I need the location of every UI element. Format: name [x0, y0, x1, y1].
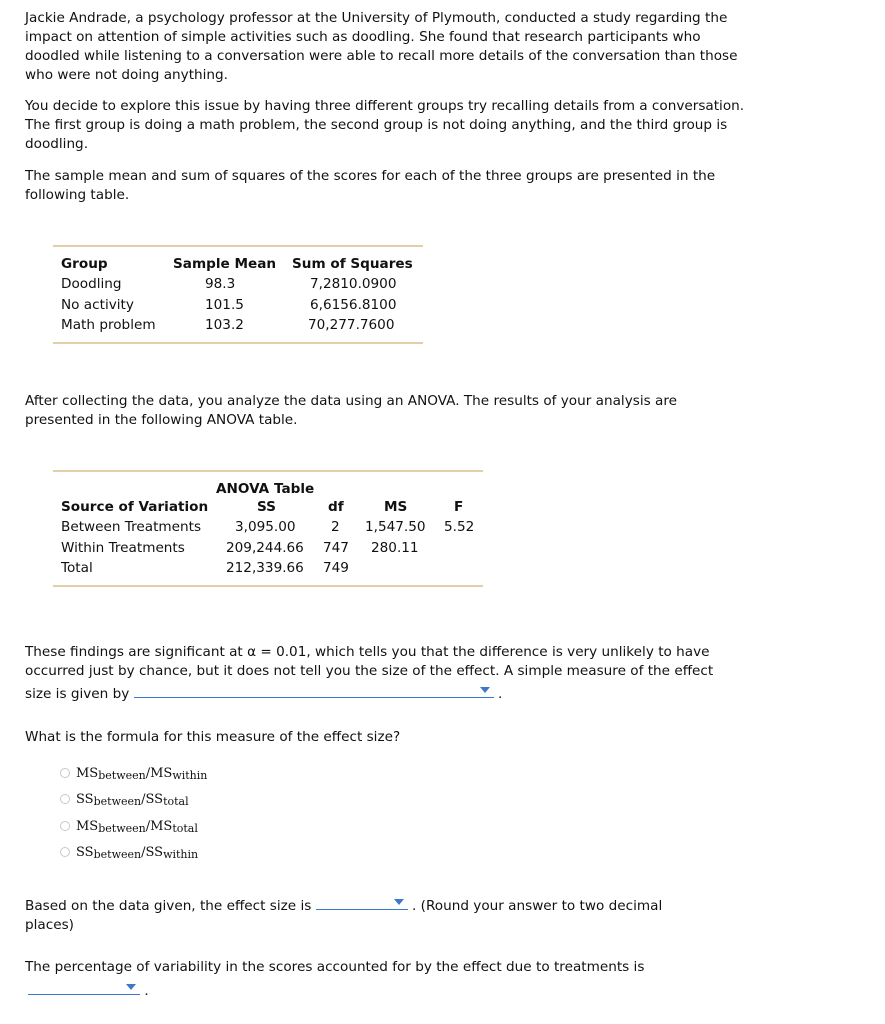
formula-option-1[interactable]: SSbetween/SStotal	[60, 792, 189, 808]
anova-row-1-ss: 209,244.66	[226, 540, 304, 556]
anova-row-2-df: 749	[323, 560, 349, 576]
anova-header-ms: MS	[384, 499, 408, 515]
table-top-rule	[53, 245, 423, 247]
anova-row-0-ss: 3,095.00	[235, 519, 296, 535]
radio-circle[interactable]	[60, 794, 70, 804]
anova-row-0-ms: 1,547.50	[365, 519, 426, 535]
anova-row-2-ss: 212,339.66	[226, 560, 304, 576]
anova-row-0-f: 5.52	[444, 519, 475, 535]
table-row-2-group: Math problem	[61, 317, 156, 333]
anova-title: ANOVA Table	[216, 481, 315, 497]
effect-size-before: Based on the data given, the effect size is	[25, 898, 312, 914]
percentage-trailing: .	[144, 983, 149, 999]
dropdown-arrow-icon	[126, 984, 136, 990]
anova-header-f: F	[454, 499, 464, 515]
table-row-0-mean: 98.3	[205, 276, 236, 292]
percentage-dropdown[interactable]	[28, 978, 140, 995]
anova-row-0-source: Between Treatments	[61, 519, 202, 535]
header-group: Group	[61, 256, 108, 272]
radio-circle[interactable]	[60, 821, 70, 831]
formula-question: What is the formula for this measure of the effect size?	[25, 729, 401, 745]
anova-header-source: Source of Variation	[61, 499, 209, 515]
formula-option-2[interactable]: MSbetween/MStotal	[60, 819, 198, 835]
anova-top-rule	[53, 470, 483, 472]
anova-bottom-rule	[53, 585, 483, 587]
formula-option-3[interactable]: SSbetween/SSwithin	[60, 845, 198, 861]
percentage-answer	[28, 978, 149, 999]
effect-size-paragraph	[25, 893, 725, 935]
radio-circle[interactable]	[60, 847, 70, 857]
dropdown-arrow-icon	[480, 687, 490, 693]
percentage-text: The percentage of variability in the scores accounted for by the effect due to treatments is	[25, 959, 645, 975]
dropdown-arrow-icon	[394, 899, 404, 905]
anova-row-1-df: 747	[323, 540, 349, 556]
table-row-1-group: No activity	[61, 297, 134, 313]
effect-size-dropdown[interactable]	[316, 893, 408, 910]
header-sample-mean: Sample Mean	[173, 256, 277, 272]
table-bottom-rule	[53, 342, 423, 344]
table-row-2-mean: 103.2	[205, 317, 244, 333]
significance-text: These findings are significant at α = 0.01, which tells you that the difference is very unlikely to have occurred just by chance, but it does not tell you the size of the effect. A simple measure of the effect size is given by	[25, 644, 714, 702]
effect-measure-dropdown[interactable]	[134, 681, 494, 698]
significance-paragraph	[25, 643, 725, 704]
intro-paragraph-1: Jackie Andrade, a psychology professor at the University of Plymouth, conducted a study regarding the impact on attention of simple activities such as doodling. She found that research participants who doodled while listening to a conversation were able to recall more details of the conversation than those who were not doing anything.	[25, 10, 738, 83]
effect-size-after-2: places)	[25, 917, 74, 933]
intro-paragraph-2: You decide to explore this issue by having three different groups try recalling details from a conversation. The first group is doing a math problem, the second group is not doing anything, and the third group is doodling.	[25, 98, 745, 152]
anova-row-0-df: 2	[331, 519, 340, 535]
intro-paragraph-3: The sample mean and sum of squares of the scores for each of the three groups are presented in the following table.	[25, 168, 716, 203]
radio-circle[interactable]	[60, 768, 70, 778]
significance-trailing: .	[497, 686, 503, 702]
percentage-paragraph	[25, 958, 745, 977]
effect-size-after-1: . (Round your answer to two decimal	[412, 898, 663, 914]
anova-row-1-ms: 280.11	[371, 540, 419, 556]
table-row-0-ss: 7,2810.0900	[310, 276, 397, 292]
anova-row-2-source: Total	[61, 560, 93, 576]
anova-header-ss: SS	[257, 499, 276, 515]
table-row-1-ss: 6,6156.8100	[310, 297, 397, 313]
anova-header-df: df	[328, 499, 344, 515]
formula-option-0[interactable]: MSbetween/MSwithin	[60, 766, 207, 782]
table-row-0-group: Doodling	[61, 276, 122, 292]
anova-row-1-source: Within Treatments	[61, 540, 185, 556]
table-row-2-ss: 70,277.7600	[308, 317, 395, 333]
anova-intro: After collecting the data, you analyze the data using an ANOVA. The results of your analysis are presented in the following ANOVA table.	[25, 393, 677, 428]
header-sum-of-squares: Sum of Squares	[292, 256, 413, 272]
table-row-1-mean: 101.5	[205, 297, 244, 313]
